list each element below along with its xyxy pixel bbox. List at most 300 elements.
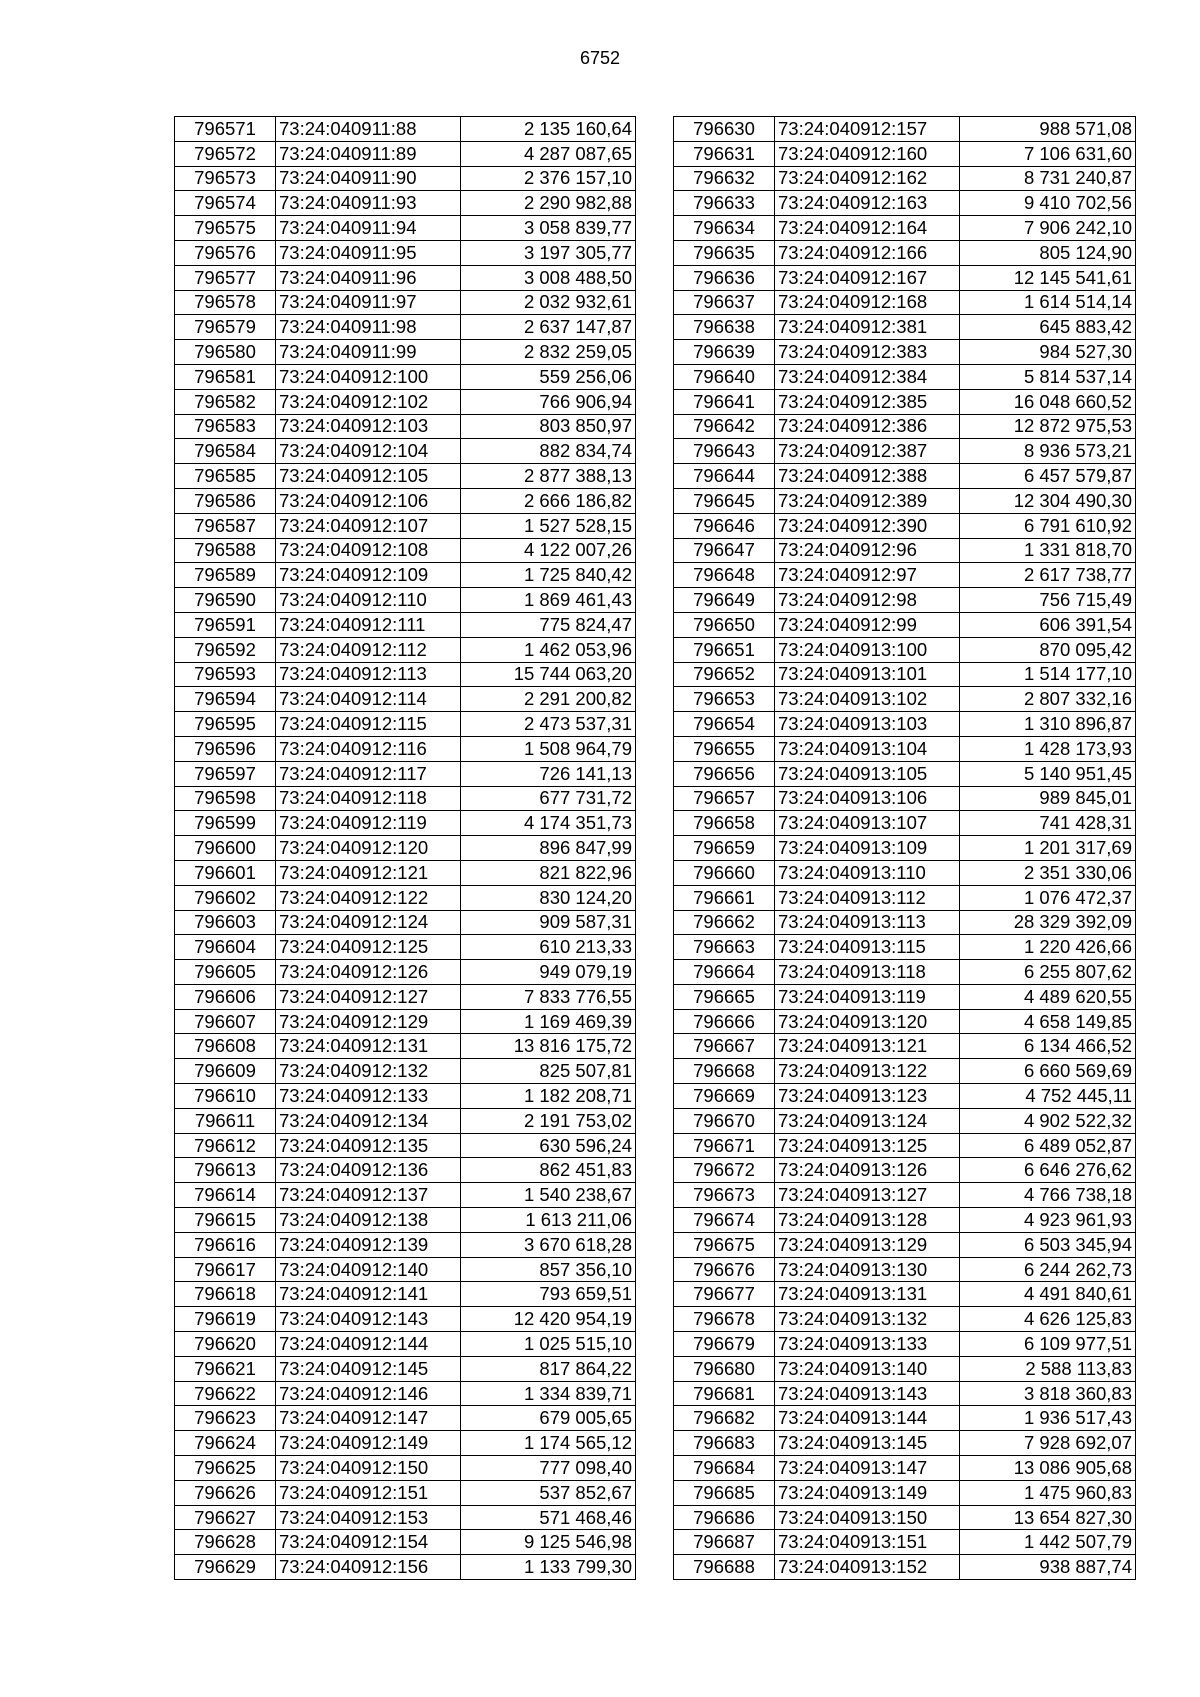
cadastral-value-cell: 13 816 175,72 <box>461 1034 636 1059</box>
cadastral-number-cell: 73:24:040913:112 <box>775 885 960 910</box>
cadastral-number-cell: 73:24:040912:139 <box>276 1232 461 1257</box>
record-number-cell: 796644 <box>674 464 775 489</box>
cadastral-number-cell: 73:24:040912:100 <box>276 364 461 389</box>
cadastral-number-cell: 73:24:040913:152 <box>775 1555 960 1580</box>
record-number-cell: 796595 <box>175 712 276 737</box>
table-row <box>674 1009 1136 1034</box>
table-row <box>674 1232 1136 1257</box>
cadastral-value-cell: 6 109 977,51 <box>960 1332 1136 1357</box>
cadastral-value-cell: 882 834,74 <box>461 439 636 464</box>
cadastral-number-cell: 73:24:040912:390 <box>775 513 960 538</box>
cadastral-value-cell: 2 032 932,61 <box>461 290 636 315</box>
cadastral-value-cell: 5 140 951,45 <box>960 761 1136 786</box>
cadastral-value-cell: 2 877 388,13 <box>461 464 636 489</box>
record-number-cell: 796641 <box>674 389 775 414</box>
table-row <box>674 662 1136 687</box>
cadastral-value-cell: 13 654 827,30 <box>960 1505 1136 1530</box>
table-row <box>175 1009 636 1034</box>
record-number-cell: 796593 <box>175 662 276 687</box>
cadastral-number-cell: 73:24:040912:107 <box>276 513 461 538</box>
record-number-cell: 796668 <box>674 1059 775 1084</box>
cadastral-value-cell: 6 489 052,87 <box>960 1133 1136 1158</box>
cadastral-number-cell: 73:24:040912:118 <box>276 786 461 811</box>
table-row <box>674 860 1136 885</box>
cadastral-value-cell: 8 731 240,87 <box>960 166 1136 191</box>
cadastral-value-cell: 4 491 840,61 <box>960 1282 1136 1307</box>
table-row <box>175 1183 636 1208</box>
table-row <box>674 166 1136 191</box>
record-number-cell: 796670 <box>674 1108 775 1133</box>
cadastral-value-cell: 7 928 692,07 <box>960 1431 1136 1456</box>
cadastral-number-cell: 73:24:040913:151 <box>775 1530 960 1555</box>
cadastral-value-cell: 1 331 818,70 <box>960 538 1136 563</box>
cadastral-number-cell: 73:24:040913:145 <box>775 1431 960 1456</box>
table-row <box>175 761 636 786</box>
record-number-cell: 796655 <box>674 736 775 761</box>
cadastral-number-cell: 73:24:040912:149 <box>276 1431 461 1456</box>
cadastral-value-cell: 2 191 753,02 <box>461 1108 636 1133</box>
cadastral-number-cell: 73:24:040913:102 <box>775 687 960 712</box>
cadastral-value-cell: 5 814 537,14 <box>960 364 1136 389</box>
cadastral-number-cell: 73:24:040912:109 <box>276 563 461 588</box>
cadastral-value-cell: 1 169 469,39 <box>461 1009 636 1034</box>
cadastral-value-cell: 1 220 426,66 <box>960 935 1136 960</box>
cadastral-value-cell: 28 329 392,09 <box>960 910 1136 935</box>
table-row <box>175 1406 636 1431</box>
table-row <box>674 1431 1136 1456</box>
cadastral-value-cell: 6 457 579,87 <box>960 464 1136 489</box>
table-row <box>175 414 636 439</box>
record-number-cell: 796572 <box>175 141 276 166</box>
record-number-cell: 796682 <box>674 1406 775 1431</box>
cadastral-number-cell: 73:24:040913:143 <box>775 1381 960 1406</box>
cadastral-number-cell: 73:24:040913:150 <box>775 1505 960 1530</box>
cadastral-number-cell: 73:24:040913:104 <box>775 736 960 761</box>
cadastral-value-cell: 741 428,31 <box>960 811 1136 836</box>
cadastral-value-cell: 4 923 961,93 <box>960 1208 1136 1233</box>
record-number-cell: 796576 <box>175 240 276 265</box>
cadastral-value-cell: 4 287 087,65 <box>461 141 636 166</box>
record-number-cell: 796667 <box>674 1034 775 1059</box>
record-number-cell: 796607 <box>175 1009 276 1034</box>
table-row <box>674 1257 1136 1282</box>
cadastral-value-cell: 1 936 517,43 <box>960 1406 1136 1431</box>
table-row <box>175 935 636 960</box>
record-number-cell: 796646 <box>674 513 775 538</box>
record-number-cell: 796602 <box>175 885 276 910</box>
record-number-cell: 796679 <box>674 1332 775 1357</box>
cadastral-number-cell: 73:24:040911:88 <box>276 117 461 142</box>
table-row <box>175 1307 636 1332</box>
record-number-cell: 796591 <box>175 612 276 637</box>
record-number-cell: 796654 <box>674 712 775 737</box>
cadastral-number-cell: 73:24:040912:385 <box>775 389 960 414</box>
table-row <box>674 1332 1136 1357</box>
cadastral-number-cell: 73:24:040912:133 <box>276 1084 461 1109</box>
cadastral-value-cell: 2 351 330,06 <box>960 860 1136 885</box>
cadastral-number-cell: 73:24:040912:151 <box>276 1480 461 1505</box>
record-number-cell: 796599 <box>175 811 276 836</box>
cadastral-value-cell: 1 614 514,14 <box>960 290 1136 315</box>
record-number-cell: 796633 <box>674 191 775 216</box>
record-number-cell: 796597 <box>175 761 276 786</box>
cadastral-number-cell: 73:24:040913:119 <box>775 984 960 1009</box>
record-number-cell: 796674 <box>674 1208 775 1233</box>
cadastral-number-cell: 73:24:040911:99 <box>276 340 461 365</box>
record-number-cell: 796642 <box>674 414 775 439</box>
cadastral-value-cell: 4 752 445,11 <box>960 1084 1136 1109</box>
cadastral-value-cell: 726 141,13 <box>461 761 636 786</box>
cadastral-number-cell: 73:24:040912:153 <box>276 1505 461 1530</box>
cadastral-number-cell: 73:24:040913:103 <box>775 712 960 737</box>
table-row <box>175 166 636 191</box>
table-row <box>175 1084 636 1109</box>
cadastral-number-cell: 73:24:040913:105 <box>775 761 960 786</box>
cadastral-value-cell: 571 468,46 <box>461 1505 636 1530</box>
cadastral-value-cell: 4 658 149,85 <box>960 1009 1136 1034</box>
cadastral-number-cell: 73:24:040913:120 <box>775 1009 960 1034</box>
record-number-cell: 796616 <box>175 1232 276 1257</box>
table-row <box>175 488 636 513</box>
record-number-cell: 796680 <box>674 1356 775 1381</box>
cadastral-value-cell: 3 670 618,28 <box>461 1232 636 1257</box>
cadastral-number-cell: 73:24:040913:127 <box>775 1183 960 1208</box>
record-number-cell: 796635 <box>674 240 775 265</box>
record-number-cell: 796598 <box>175 786 276 811</box>
cadastral-number-cell: 73:24:040911:97 <box>276 290 461 315</box>
cadastral-number-cell: 73:24:040912:147 <box>276 1406 461 1431</box>
cadastral-value-cell: 1 310 896,87 <box>960 712 1136 737</box>
cadastral-value-cell: 2 617 738,77 <box>960 563 1136 588</box>
cadastral-value-cell: 7 833 776,55 <box>461 984 636 1009</box>
table-row <box>674 364 1136 389</box>
table-row <box>674 117 1136 142</box>
record-number-cell: 796625 <box>175 1456 276 1481</box>
cadastral-number-cell: 73:24:040912:168 <box>775 290 960 315</box>
table-row <box>674 786 1136 811</box>
cadastral-number-cell: 73:24:040912:129 <box>276 1009 461 1034</box>
table-row <box>674 439 1136 464</box>
table-row <box>175 910 636 935</box>
table-row <box>674 1059 1136 1084</box>
cadastral-number-cell: 73:24:040912:156 <box>276 1555 461 1580</box>
table-row <box>674 216 1136 241</box>
record-number-cell: 796632 <box>674 166 775 191</box>
cadastral-value-cell: 775 824,47 <box>461 612 636 637</box>
table-row <box>175 117 636 142</box>
table-row <box>674 588 1136 613</box>
cadastral-number-cell: 73:24:040912:389 <box>775 488 960 513</box>
cadastral-value-cell: 9 125 546,98 <box>461 1530 636 1555</box>
cadastral-number-cell: 73:24:040912:383 <box>775 340 960 365</box>
record-number-cell: 796622 <box>175 1381 276 1406</box>
table-row <box>674 488 1136 513</box>
cadastral-value-cell: 4 766 738,18 <box>960 1183 1136 1208</box>
table-row <box>175 960 636 985</box>
record-number-cell: 796663 <box>674 935 775 960</box>
cadastral-value-cell: 2 291 200,82 <box>461 687 636 712</box>
table-row <box>175 389 636 414</box>
cadastral-value-cell: 7 106 631,60 <box>960 141 1136 166</box>
table-row <box>175 1356 636 1381</box>
record-number-cell: 796662 <box>674 910 775 935</box>
record-number-cell: 796596 <box>175 736 276 761</box>
record-number-cell: 796684 <box>674 1456 775 1481</box>
table-row <box>175 141 636 166</box>
table-row <box>175 265 636 290</box>
record-number-cell: 796578 <box>175 290 276 315</box>
cadastral-number-cell: 73:24:040911:94 <box>276 216 461 241</box>
record-number-cell: 796628 <box>175 1530 276 1555</box>
record-number-cell: 796618 <box>175 1282 276 1307</box>
cadastral-number-cell: 73:24:040912:387 <box>775 439 960 464</box>
record-number-cell: 796571 <box>175 117 276 142</box>
table-row <box>674 1034 1136 1059</box>
cadastral-number-cell: 73:24:040912:105 <box>276 464 461 489</box>
table-row <box>674 637 1136 662</box>
cadastral-number-cell: 73:24:040912:154 <box>276 1530 461 1555</box>
cadastral-number-cell: 73:24:040912:136 <box>276 1158 461 1183</box>
table-row <box>674 1183 1136 1208</box>
cadastral-value-cell: 766 906,94 <box>461 389 636 414</box>
table-row <box>674 1381 1136 1406</box>
record-number-cell: 796629 <box>175 1555 276 1580</box>
record-number-cell: 796582 <box>175 389 276 414</box>
cadastral-number-cell: 73:24:040911:89 <box>276 141 461 166</box>
record-number-cell: 796590 <box>175 588 276 613</box>
record-number-cell: 796659 <box>674 836 775 861</box>
table-row <box>674 315 1136 340</box>
cadastral-value-cell: 12 145 541,61 <box>960 265 1136 290</box>
record-number-cell: 796583 <box>175 414 276 439</box>
cadastral-number-cell: 73:24:040912:134 <box>276 1108 461 1133</box>
registry-table-right <box>673 116 1136 1580</box>
table-row <box>175 1059 636 1084</box>
record-number-cell: 796579 <box>175 315 276 340</box>
table-row <box>175 885 636 910</box>
cadastral-value-cell: 2 135 160,64 <box>461 117 636 142</box>
cadastral-value-cell: 3 008 488,50 <box>461 265 636 290</box>
cadastral-value-cell: 1 514 177,10 <box>960 662 1136 687</box>
cadastral-value-cell: 2 290 982,88 <box>461 191 636 216</box>
record-number-cell: 796630 <box>674 117 775 142</box>
cadastral-value-cell: 896 847,99 <box>461 836 636 861</box>
record-number-cell: 796687 <box>674 1530 775 1555</box>
cadastral-number-cell: 73:24:040912:116 <box>276 736 461 761</box>
table-row <box>674 191 1136 216</box>
cadastral-number-cell: 73:24:040912:117 <box>276 761 461 786</box>
record-number-cell: 796640 <box>674 364 775 389</box>
table-row <box>674 1555 1136 1580</box>
table-row <box>674 513 1136 538</box>
cadastral-number-cell: 73:24:040913:113 <box>775 910 960 935</box>
record-number-cell: 796676 <box>674 1257 775 1282</box>
cadastral-number-cell: 73:24:040912:163 <box>775 191 960 216</box>
cadastral-number-cell: 73:24:040912:106 <box>276 488 461 513</box>
table-row <box>175 811 636 836</box>
cadastral-number-cell: 73:24:040912:124 <box>276 910 461 935</box>
cadastral-value-cell: 1 442 507,79 <box>960 1530 1136 1555</box>
cadastral-number-cell: 73:24:040912:111 <box>276 612 461 637</box>
cadastral-value-cell: 825 507,81 <box>461 1059 636 1084</box>
table-row <box>175 637 636 662</box>
cadastral-value-cell: 12 872 975,53 <box>960 414 1136 439</box>
record-number-cell: 796617 <box>175 1257 276 1282</box>
cadastral-value-cell: 6 791 610,92 <box>960 513 1136 538</box>
cadastral-value-cell: 857 356,10 <box>461 1257 636 1282</box>
record-number-cell: 796573 <box>175 166 276 191</box>
cadastral-value-cell: 4 174 351,73 <box>461 811 636 836</box>
cadastral-value-cell: 2 666 186,82 <box>461 488 636 513</box>
record-number-cell: 796613 <box>175 1158 276 1183</box>
record-number-cell: 796660 <box>674 860 775 885</box>
record-number-cell: 796639 <box>674 340 775 365</box>
record-number-cell: 796652 <box>674 662 775 687</box>
table-row <box>175 984 636 1009</box>
cadastral-value-cell: 989 845,01 <box>960 786 1136 811</box>
record-number-cell: 796648 <box>674 563 775 588</box>
cadastral-value-cell: 13 086 905,68 <box>960 1456 1136 1481</box>
record-number-cell: 796636 <box>674 265 775 290</box>
table-row <box>175 1381 636 1406</box>
cadastral-value-cell: 4 489 620,55 <box>960 984 1136 1009</box>
record-number-cell: 796588 <box>175 538 276 563</box>
cadastral-value-cell: 1 174 565,12 <box>461 1431 636 1456</box>
table-row <box>175 1257 636 1282</box>
cadastral-value-cell: 1 025 515,10 <box>461 1332 636 1357</box>
record-number-cell: 796611 <box>175 1108 276 1133</box>
record-number-cell: 796623 <box>175 1406 276 1431</box>
table-row <box>175 1232 636 1257</box>
cadastral-value-cell: 2 588 113,83 <box>960 1356 1136 1381</box>
record-number-cell: 796587 <box>175 513 276 538</box>
table-row <box>175 563 636 588</box>
cadastral-number-cell: 73:24:040913:118 <box>775 960 960 985</box>
cadastral-number-cell: 73:24:040912:381 <box>775 315 960 340</box>
record-number-cell: 796685 <box>674 1480 775 1505</box>
cadastral-value-cell: 777 098,40 <box>461 1456 636 1481</box>
cadastral-number-cell: 73:24:040911:98 <box>276 315 461 340</box>
cadastral-value-cell: 677 731,72 <box>461 786 636 811</box>
cadastral-value-cell: 938 887,74 <box>960 1555 1136 1580</box>
record-number-cell: 796658 <box>674 811 775 836</box>
cadastral-number-cell: 73:24:040913:128 <box>775 1208 960 1233</box>
table-row <box>175 315 636 340</box>
cadastral-value-cell: 610 213,33 <box>461 935 636 960</box>
cadastral-number-cell: 73:24:040912:120 <box>276 836 461 861</box>
record-number-cell: 796650 <box>674 612 775 637</box>
table-row <box>674 687 1136 712</box>
cadastral-value-cell: 15 744 063,20 <box>461 662 636 687</box>
cadastral-number-cell: 73:24:040912:138 <box>276 1208 461 1233</box>
cadastral-value-cell: 1 334 839,71 <box>461 1381 636 1406</box>
table-row <box>674 1208 1136 1233</box>
cadastral-value-cell: 8 936 573,21 <box>960 439 1136 464</box>
record-number-cell: 796606 <box>175 984 276 1009</box>
cadastral-number-cell: 73:24:040913:122 <box>775 1059 960 1084</box>
record-number-cell: 796651 <box>674 637 775 662</box>
cadastral-value-cell: 984 527,30 <box>960 340 1136 365</box>
cadastral-number-cell: 73:24:040913:106 <box>775 786 960 811</box>
table-row <box>674 761 1136 786</box>
cadastral-number-cell: 73:24:040912:115 <box>276 712 461 737</box>
cadastral-number-cell: 73:24:040913:129 <box>775 1232 960 1257</box>
cadastral-value-cell: 4 122 007,26 <box>461 538 636 563</box>
cadastral-number-cell: 73:24:040912:141 <box>276 1282 461 1307</box>
cadastral-value-cell: 870 095,42 <box>960 637 1136 662</box>
table-row <box>674 414 1136 439</box>
record-number-cell: 796671 <box>674 1133 775 1158</box>
table-row <box>175 1158 636 1183</box>
cadastral-value-cell: 3 818 360,83 <box>960 1381 1136 1406</box>
cadastral-value-cell: 679 005,65 <box>461 1406 636 1431</box>
cadastral-number-cell: 73:24:040912:162 <box>775 166 960 191</box>
record-number-cell: 796584 <box>175 439 276 464</box>
cadastral-number-cell: 73:24:040912:98 <box>775 588 960 613</box>
cadastral-number-cell: 73:24:040913:124 <box>775 1108 960 1133</box>
table-row <box>175 662 636 687</box>
record-number-cell: 796637 <box>674 290 775 315</box>
table-row <box>175 340 636 365</box>
table-row <box>175 1108 636 1133</box>
table-row <box>175 687 636 712</box>
table-row <box>175 464 636 489</box>
cadastral-number-cell: 73:24:040913:101 <box>775 662 960 687</box>
table-row <box>175 1530 636 1555</box>
cadastral-number-cell: 73:24:040913:132 <box>775 1307 960 1332</box>
cadastral-number-cell: 73:24:040912:144 <box>276 1332 461 1357</box>
record-number-cell: 796608 <box>175 1034 276 1059</box>
cadastral-number-cell: 73:24:040913:133 <box>775 1332 960 1357</box>
table-row <box>674 290 1136 315</box>
cadastral-value-cell: 16 048 660,52 <box>960 389 1136 414</box>
cadastral-number-cell: 73:24:040912:97 <box>775 563 960 588</box>
record-number-cell: 796666 <box>674 1009 775 1034</box>
record-number-cell: 796600 <box>175 836 276 861</box>
table-row <box>674 1307 1136 1332</box>
cadastral-value-cell: 2 807 332,16 <box>960 687 1136 712</box>
record-number-cell: 796634 <box>674 216 775 241</box>
cadastral-value-cell: 4 902 522,32 <box>960 1108 1136 1133</box>
record-number-cell: 796626 <box>175 1480 276 1505</box>
cadastral-number-cell: 73:24:040912:132 <box>276 1059 461 1084</box>
cadastral-value-cell: 1 540 238,67 <box>461 1183 636 1208</box>
record-number-cell: 796605 <box>175 960 276 985</box>
table-row <box>674 935 1136 960</box>
cadastral-value-cell: 12 420 954,19 <box>461 1307 636 1332</box>
record-number-cell: 796619 <box>175 1307 276 1332</box>
cadastral-value-cell: 1 508 964,79 <box>461 736 636 761</box>
cadastral-value-cell: 1 475 960,83 <box>960 1480 1136 1505</box>
table-row <box>175 439 636 464</box>
cadastral-value-cell: 2 473 537,31 <box>461 712 636 737</box>
cadastral-number-cell: 73:24:040912:143 <box>276 1307 461 1332</box>
record-number-cell: 796647 <box>674 538 775 563</box>
cadastral-number-cell: 73:24:040913:140 <box>775 1356 960 1381</box>
record-number-cell: 796665 <box>674 984 775 1009</box>
cadastral-number-cell: 73:24:040912:113 <box>276 662 461 687</box>
cadastral-value-cell: 537 852,67 <box>461 1480 636 1505</box>
cadastral-value-cell: 1 869 461,43 <box>461 588 636 613</box>
cadastral-number-cell: 73:24:040912:110 <box>276 588 461 613</box>
table-row <box>674 836 1136 861</box>
table-row <box>674 1282 1136 1307</box>
cadastral-number-cell: 73:24:040913:115 <box>775 935 960 960</box>
cadastral-number-cell: 73:24:040912:99 <box>775 612 960 637</box>
cadastral-number-cell: 73:24:040913:107 <box>775 811 960 836</box>
cadastral-number-cell: 73:24:040912:104 <box>276 439 461 464</box>
table-row <box>175 588 636 613</box>
